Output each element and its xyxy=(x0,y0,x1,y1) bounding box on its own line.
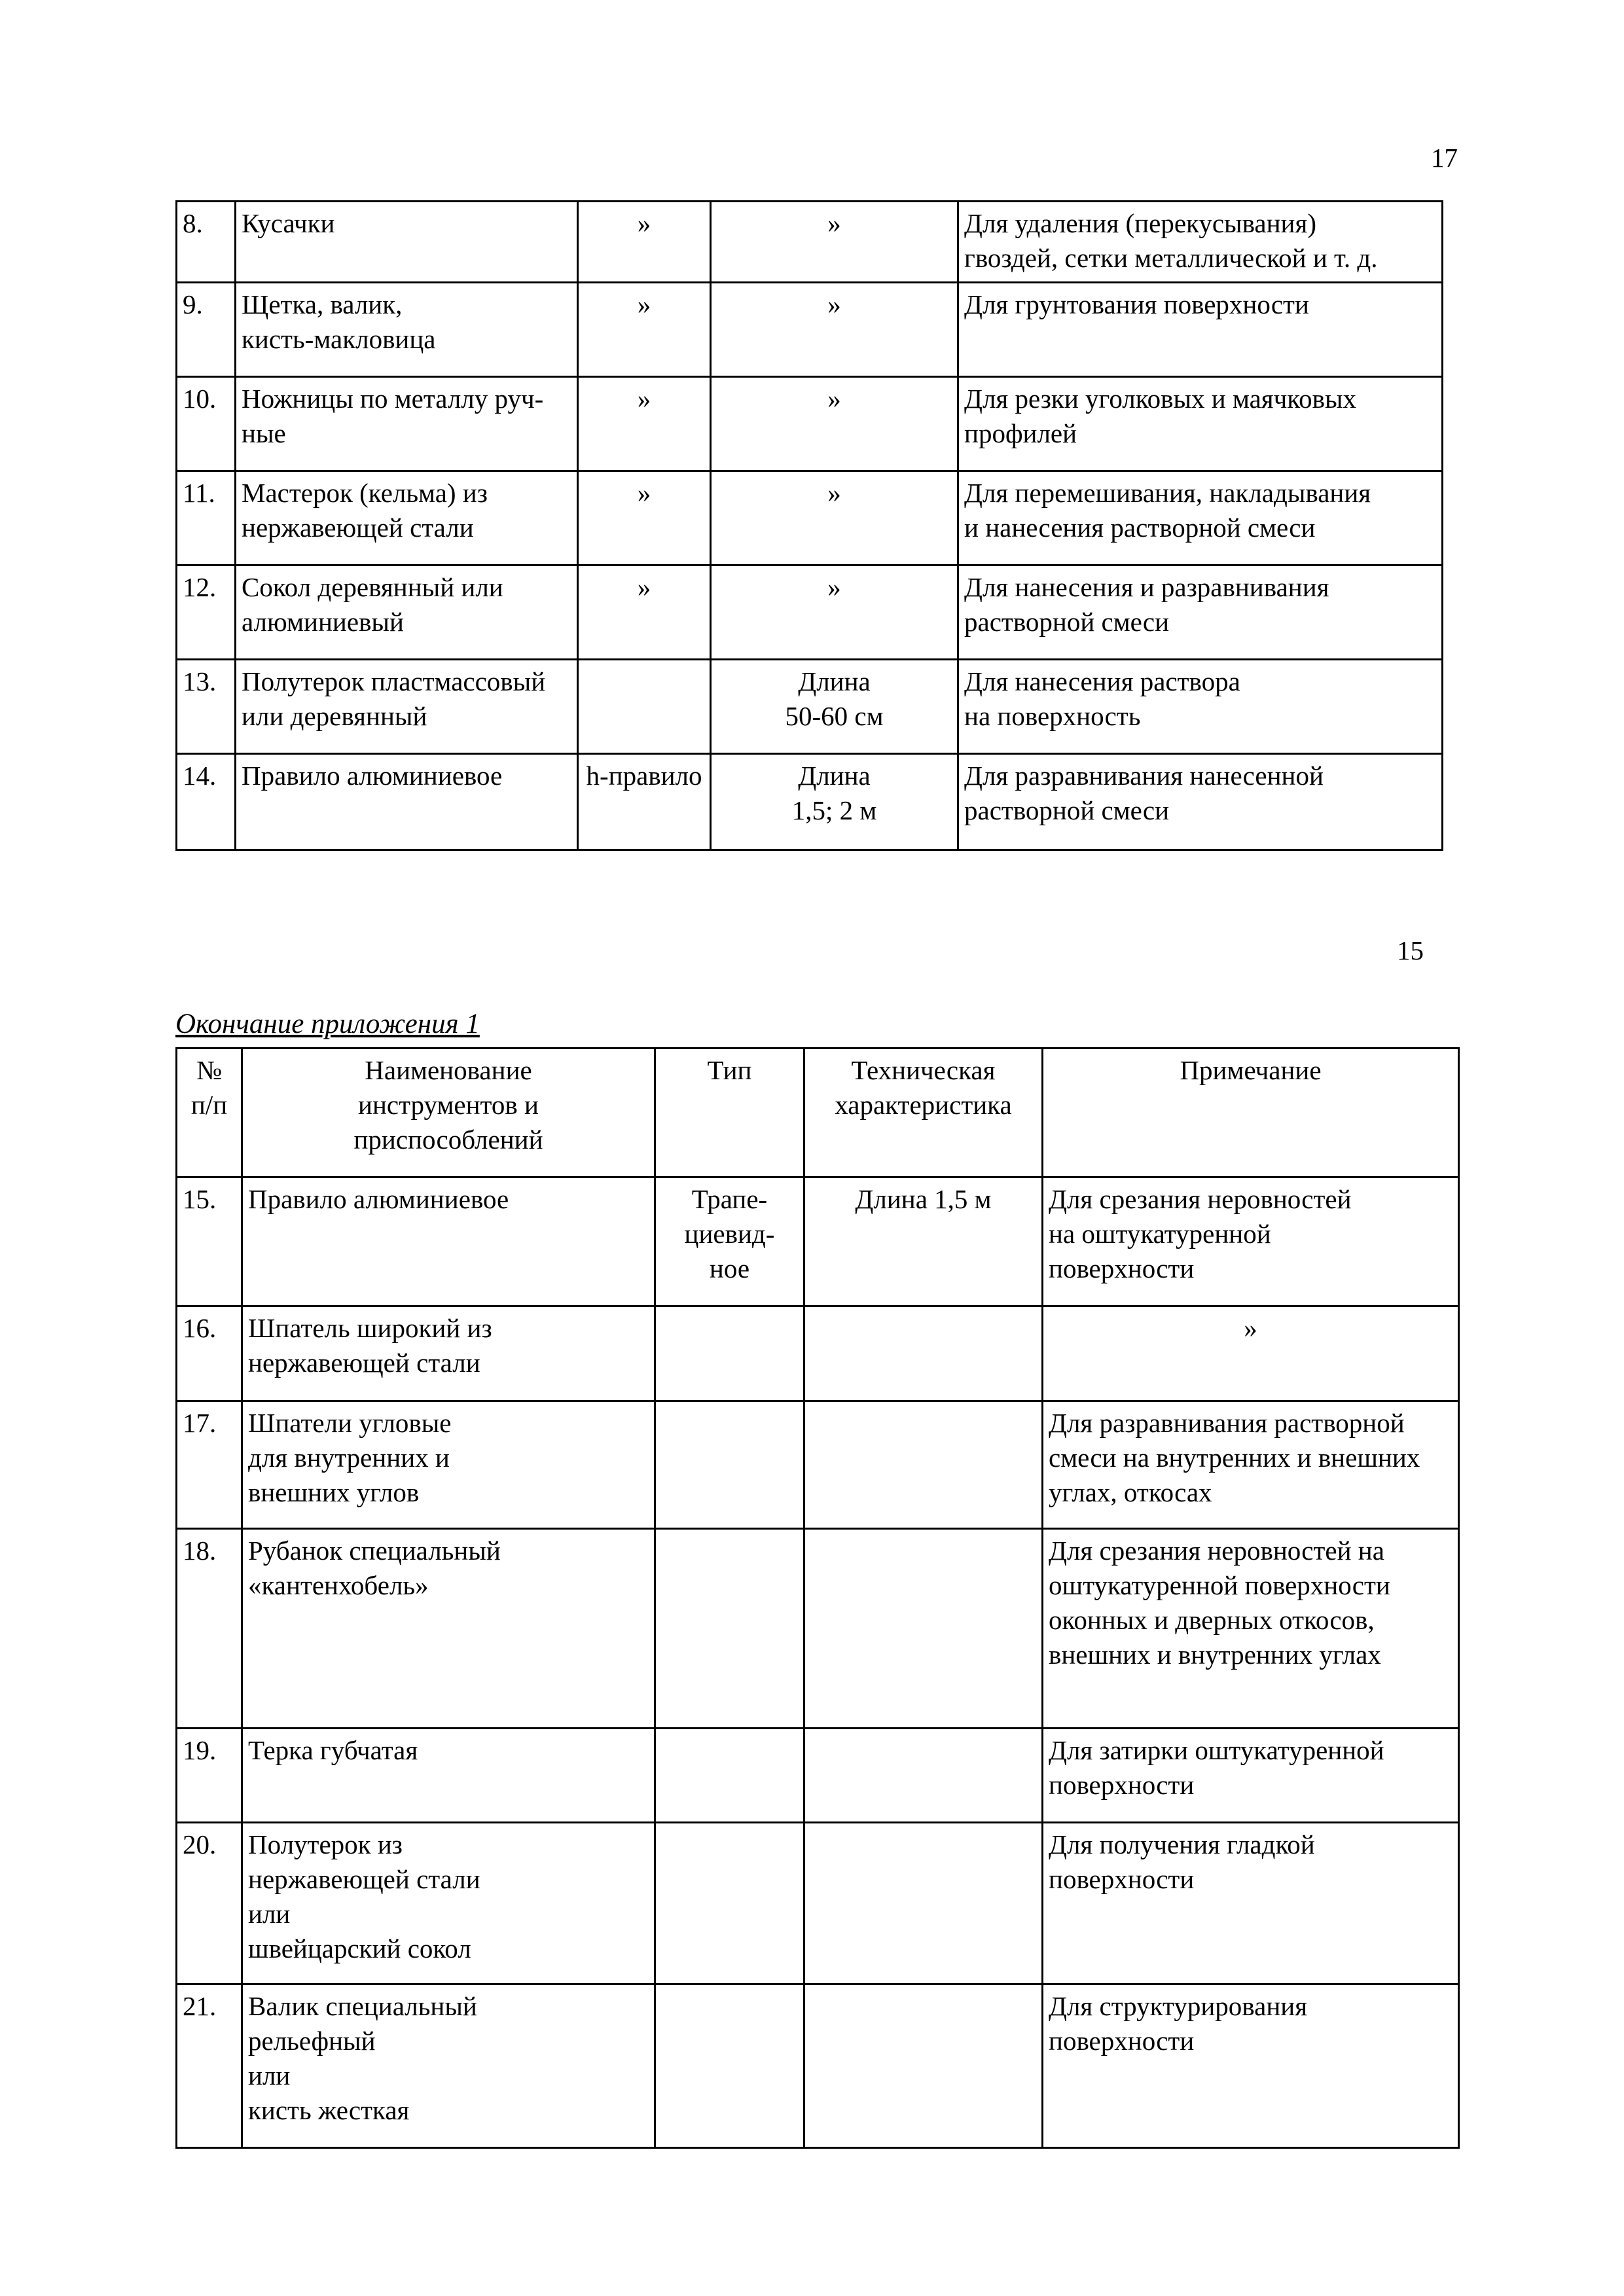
cell-spec: Длина 1,5 м xyxy=(804,1177,1043,1306)
cell-type xyxy=(578,660,711,754)
table-row xyxy=(177,660,1443,754)
cell-type: » xyxy=(578,377,711,471)
cell-spec: Длина 50-60 см xyxy=(711,660,958,754)
cell-name: Сокол деревянный или алюминиевый xyxy=(236,565,578,660)
cell-spec xyxy=(804,1984,1043,2148)
cell-spec: Длина 1,5; 2 м xyxy=(711,754,958,850)
header-num: № п/п xyxy=(177,1049,242,1177)
table-row xyxy=(177,1529,1459,1729)
cell-note: Для резки уголковых и маячковых профилей xyxy=(958,377,1443,471)
cell-name: Полутерок пластмассовый или деревянный xyxy=(236,660,578,754)
cell-name: Ножницы по металлу руч- ные xyxy=(236,377,578,471)
table-row xyxy=(177,202,1443,283)
cell-spec xyxy=(804,1306,1043,1401)
table-row xyxy=(177,1984,1459,2148)
cell-type: » xyxy=(578,202,711,283)
cell-name: Кусачки xyxy=(236,202,578,283)
cell-note: Для грунтования поверхности xyxy=(958,283,1443,377)
cell-num: 15. xyxy=(177,1177,242,1306)
cell-type: » xyxy=(578,471,711,565)
cell-name: Валик специальный рельефный или кисть жесткая xyxy=(242,1984,655,2148)
table-row xyxy=(177,754,1443,850)
cell-note: Для разравнивания растворной смеси на внутренних и внешних углах, откосах xyxy=(1043,1401,1459,1529)
table-row xyxy=(177,1401,1459,1529)
table-caption: Окончание приложения 1 xyxy=(175,1009,480,1039)
cell-type: h-правило xyxy=(578,754,711,850)
cell-type xyxy=(655,1729,804,1823)
cell-note: Для нанесения раствора на поверхность xyxy=(958,660,1443,754)
cell-note: Для перемешивания, накладывания и нанесения растворной смеси xyxy=(958,471,1443,565)
cell-name: Терка губчатая xyxy=(242,1729,655,1823)
cell-type: » xyxy=(578,565,711,660)
cell-note: » xyxy=(1043,1306,1459,1401)
cell-num: 14. xyxy=(177,754,236,850)
cell-note: Для нанесения и разравнивания растворной смеси xyxy=(958,565,1443,660)
cell-num: 9. xyxy=(177,283,236,377)
header-name: Наименование инструментов и приспособлений xyxy=(242,1049,655,1177)
cell-spec xyxy=(804,1823,1043,1984)
cell-type xyxy=(655,1984,804,2148)
cell-note: Для разравнивания нанесенной растворной смеси xyxy=(958,754,1443,850)
cell-num: 12. xyxy=(177,565,236,660)
cell-type: » xyxy=(578,283,711,377)
cell-name: Мастерок (кельма) из нержавеющей стали xyxy=(236,471,578,565)
table-row xyxy=(177,1306,1459,1401)
cell-note: Для срезания неровностей на оштукатуренной поверхности xyxy=(1043,1177,1459,1306)
cell-num: 20. xyxy=(177,1823,242,1984)
cell-name: Правило алюминиевое xyxy=(242,1177,655,1306)
cell-spec xyxy=(804,1529,1043,1729)
table-row xyxy=(177,565,1443,660)
cell-spec: » xyxy=(711,565,958,660)
cell-num: 8. xyxy=(177,202,236,283)
cell-note: Для получения гладкой поверхности xyxy=(1043,1823,1459,1984)
table-row xyxy=(177,1177,1459,1306)
cell-num: 17. xyxy=(177,1401,242,1529)
cell-type xyxy=(655,1306,804,1401)
top-table-body xyxy=(177,202,1443,850)
cell-note: Для затирки оштукатуренной поверхности xyxy=(1043,1729,1459,1823)
cell-spec xyxy=(804,1401,1043,1529)
page-number-top: 17 xyxy=(1431,143,1458,173)
cell-note: Для срезания неровностей на оштукатуренной поверхности оконных и дверных откосов, внешних и внутренних углах xyxy=(1043,1529,1459,1729)
cell-spec: » xyxy=(711,202,958,283)
bottom-table xyxy=(175,1047,1460,2149)
cell-spec: » xyxy=(711,471,958,565)
cell-type xyxy=(655,1529,804,1729)
cell-note: Для структурирования поверхности xyxy=(1043,1984,1459,2148)
cell-num: 19. xyxy=(177,1729,242,1823)
table-row xyxy=(177,1729,1459,1823)
cell-num: 16. xyxy=(177,1306,242,1401)
cell-type: Трапе- циевид- ное xyxy=(655,1177,804,1306)
page-number-bottom: 15 xyxy=(1397,935,1424,965)
table-row xyxy=(177,471,1443,565)
cell-type xyxy=(655,1823,804,1984)
header-note: Примечание xyxy=(1043,1049,1459,1177)
cell-spec xyxy=(804,1729,1043,1823)
header-row xyxy=(177,1049,1459,1177)
cell-type xyxy=(655,1401,804,1529)
table-row xyxy=(177,377,1443,471)
cell-name: Шпатель широкий из нержавеющей стали xyxy=(242,1306,655,1401)
cell-name: Щетка, валик, кисть-макловица xyxy=(236,283,578,377)
table-row xyxy=(177,283,1443,377)
cell-name: Полутерок из нержавеющей стали или швейцарский сокол xyxy=(242,1823,655,1984)
cell-note: Для удаления (перекусывания) гвоздей, сетки металлической и т. д. xyxy=(958,202,1443,283)
cell-name: Правило алюминиевое xyxy=(236,754,578,850)
header-type: Тип xyxy=(655,1049,804,1177)
cell-num: 11. xyxy=(177,471,236,565)
top-table xyxy=(175,200,1443,851)
cell-name: Рубанок специальный «кантенхобель» xyxy=(242,1529,655,1729)
cell-spec: » xyxy=(711,377,958,471)
cell-num: 13. xyxy=(177,660,236,754)
table-row xyxy=(177,1823,1459,1984)
header-spec: Техническая характеристика xyxy=(804,1049,1043,1177)
cell-num: 21. xyxy=(177,1984,242,2148)
bottom-table-body xyxy=(177,1177,1459,2148)
cell-num: 10. xyxy=(177,377,236,471)
cell-name: Шпатели угловые для внутренних и внешних углов xyxy=(242,1401,655,1529)
cell-num: 18. xyxy=(177,1529,242,1729)
cell-spec: » xyxy=(711,283,958,377)
